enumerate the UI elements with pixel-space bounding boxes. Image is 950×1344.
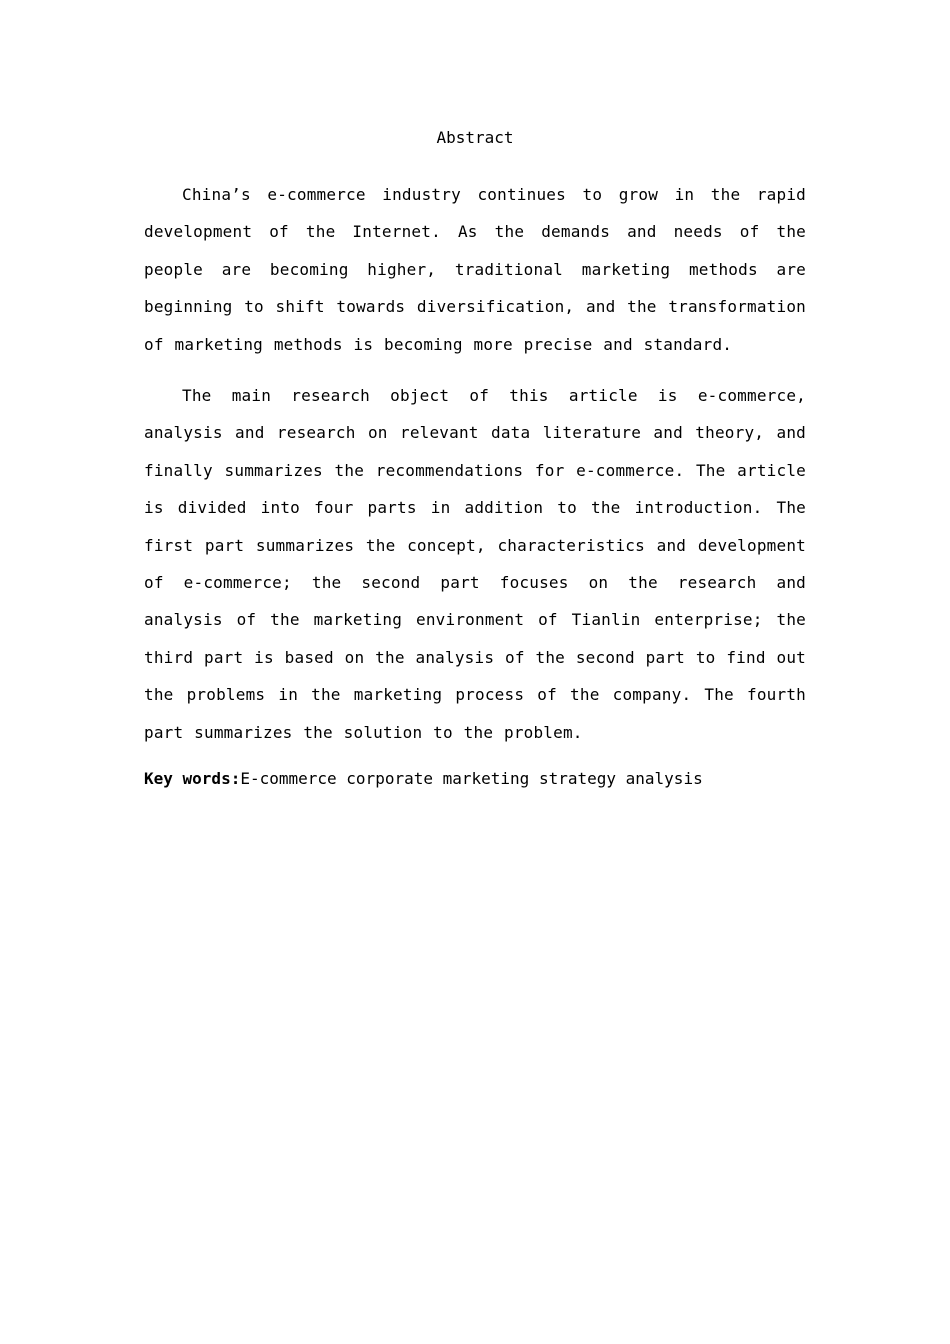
document-page: [144, 124, 806, 793]
abstract-title: Abstract: [436, 128, 514, 147]
keywords-text: E-commerce corporate marketing strategy analysis: [240, 769, 703, 789]
keywords-line: [144, 765, 806, 793]
keywords-label: Key words:: [144, 769, 241, 789]
abstract-paragraph-1: China’s e-commerce industry continues to grow in the rapid development of the Internet. As the demands and needs of the people are becoming higher, traditional marketing methods are beginning to shift towards diversification, and the transformation of marketing methods is becoming more precise and standard.: [144, 185, 806, 354]
abstract-paragraph-2: The main research object of this article is e-commerce, analysis and research on relevant data literature and theory, and finally summarizes the recommendations for e-commerce. The article is divided into four parts in addition to the introduction. The first part summarizes the concept, characteristics and development of e-commerce; the second part focuses on the research and analysis of the marketing environment of Tianlin enterprise; the third part is based on the analysis of the second part to find out the problems in the marketing process of the company. The fourth part summarizes the solution to the problem.: [144, 386, 806, 742]
